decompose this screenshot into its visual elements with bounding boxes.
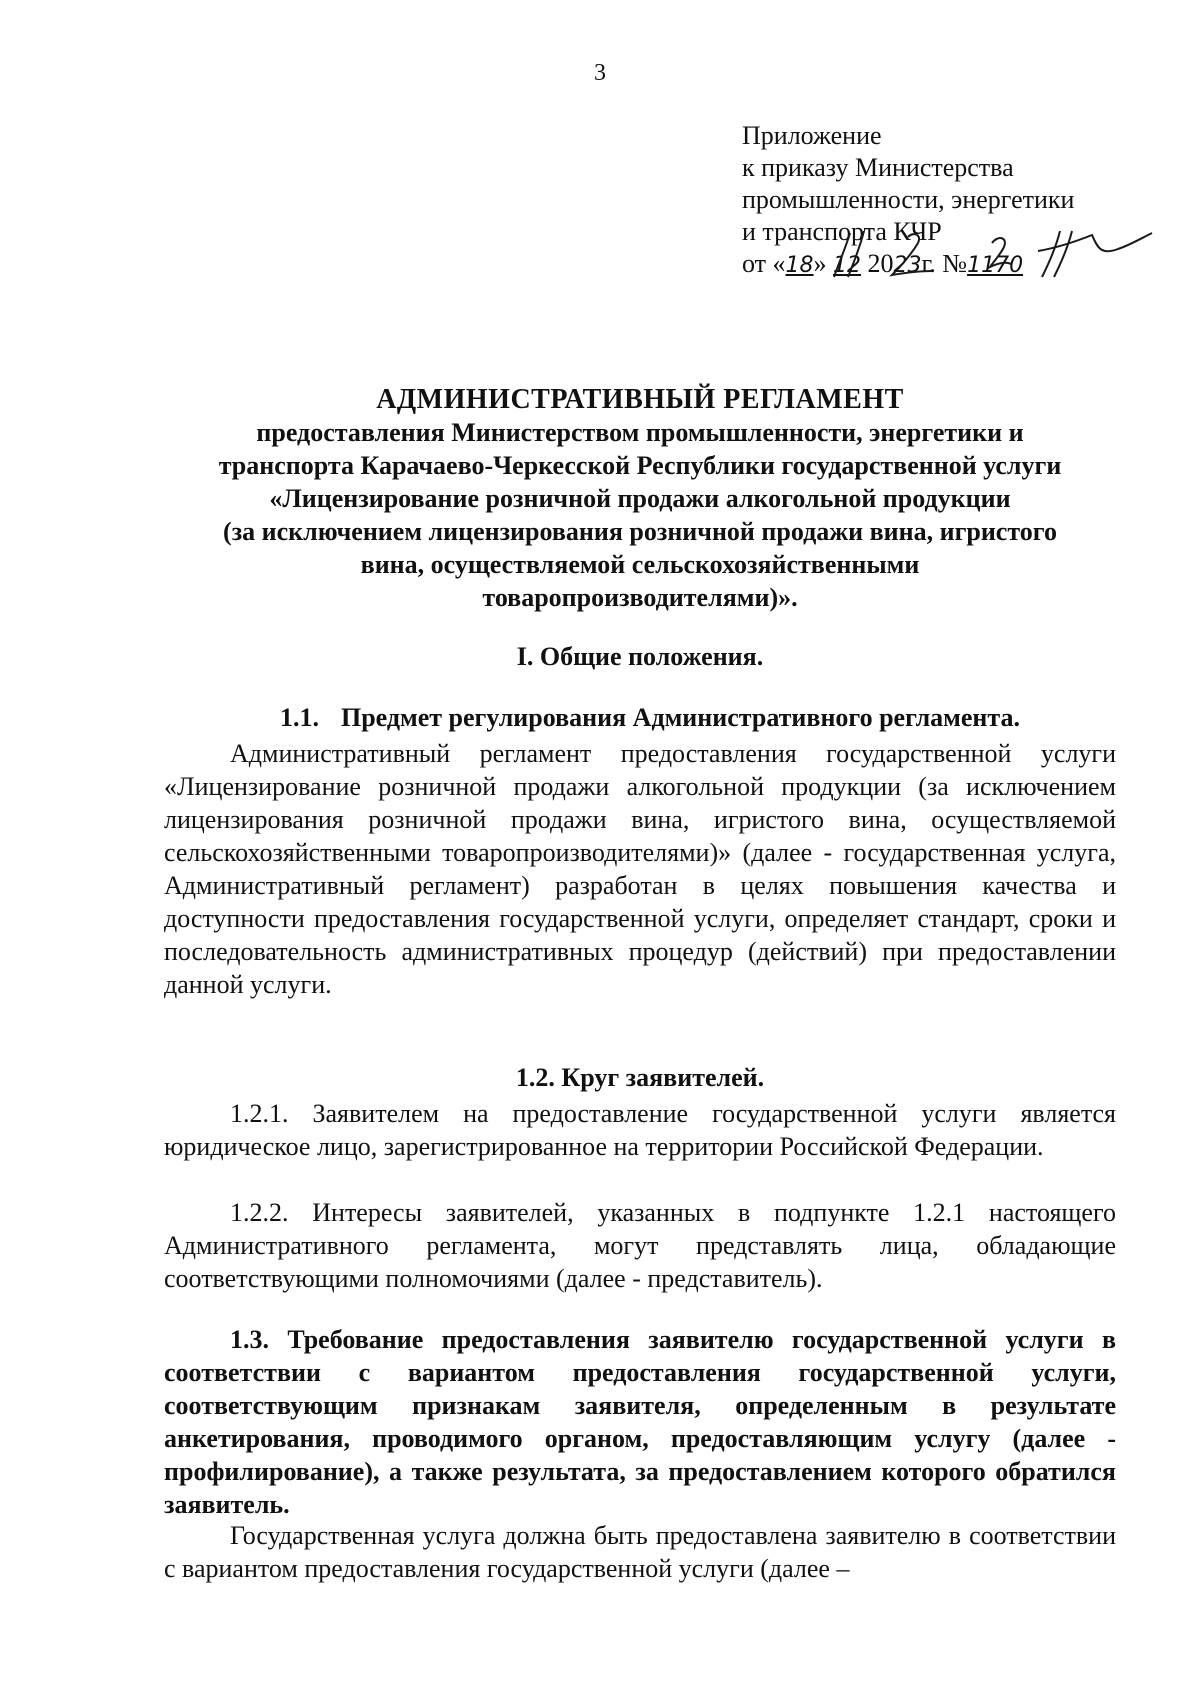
approval-line-4: и транспорта КЧР (742, 217, 942, 246)
subsection-1-1-number: 1.1. (280, 703, 319, 732)
date-prefix: от « (742, 249, 786, 278)
order-number: 1170 (967, 253, 1024, 278)
date-year-prefix: 20 (861, 249, 894, 278)
subsection-1-1-title: Предмет регулирования Административного регламента. (341, 703, 1020, 732)
title-main: АДМИНИСТРАТИВНЫЙ РЕГЛАМЕНТ (376, 384, 904, 415)
date-mid: » (813, 249, 834, 278)
subsection-1-1-heading (280, 703, 1020, 733)
subsection-1-1-paragraph: Административный регламент предоставления государственной услуги «Лицензирование розничной продажи алкогольной продукции (за исключением лицензирования розничной продажи вина, игристого вина, осуществляемой сельскохозяйственными товаропроизводителями)» (далее - государственная услуга, Административный регламент) разработан в целях повышения качества и доступности предоставления государственной услуги, определяет стандарт, сроки и последовательность административных процедур (действий) при предоставлении данной услуги. (164, 739, 1116, 999)
date-year-suffix: 23 (893, 253, 922, 278)
subsection-1-2-heading: 1.2. Круг заявителей. (515, 1063, 765, 1092)
page-number: 3 (594, 60, 606, 86)
title-line-5: вина, осуществляемой сельскохозяйственными (360, 550, 920, 579)
subsection-1-3-heading: 1.3. Требование предоставления заявителю государственной услуги в соответствии с вариантом предоставления государственной услуги, соответствующим признакам заявителя, определенным в результате анкетирования, проводимого органом, предоставляющим услугу (далее - профилирование), а также результата, за предоставлением которого обратился заявитель. (164, 1325, 1116, 1519)
title-line-4: (за исключением лицензирования розничной продажи вина, игристого (223, 517, 1057, 546)
subsection-1-2-2-paragraph: 1.2.2. Интересы заявителей, указанных в подпункте 1.2.1 настоящего Административного регламента, могут представлять лица, обладающие соответствующими полномочиями (далее - представитель). (164, 1198, 1116, 1293)
subsection-1-3-paragraph: Государственная услуга должна быть предоставлена заявителю в соответствии с вариантом предоставления государственной услуги (далее – (164, 1521, 1116, 1583)
document-title (160, 383, 1120, 614)
approval-line-2: к приказу Министерства (742, 153, 1014, 182)
title-line-1: предоставления Министерством промышленности, энергетики и (256, 418, 1024, 447)
handwritten-signature-strokes (742, 225, 1162, 285)
title-line-6: товаропроизводителями)». (482, 583, 798, 612)
title-line-2: транспорта Карачаево-Черкесской Республики государственной услуги (218, 451, 1062, 480)
approval-line-3: промышленности, энергетики (742, 185, 1075, 214)
title-line-3: «Лицензирование розничной продажи алкогольной продукции (269, 484, 1011, 513)
date-month: 12 (833, 253, 862, 278)
subsection-1-2-1-paragraph: 1.2.1. Заявителем на предоставление государственной услуги является юридическое лицо, зарегистрированное на территории Российской Федерации. (164, 1099, 1116, 1161)
date-g: г. № (921, 249, 968, 278)
date-day: 18 (785, 253, 814, 278)
section-1-heading: I. Общие положения. (516, 642, 764, 671)
approval-line-1: Приложение (742, 121, 882, 150)
